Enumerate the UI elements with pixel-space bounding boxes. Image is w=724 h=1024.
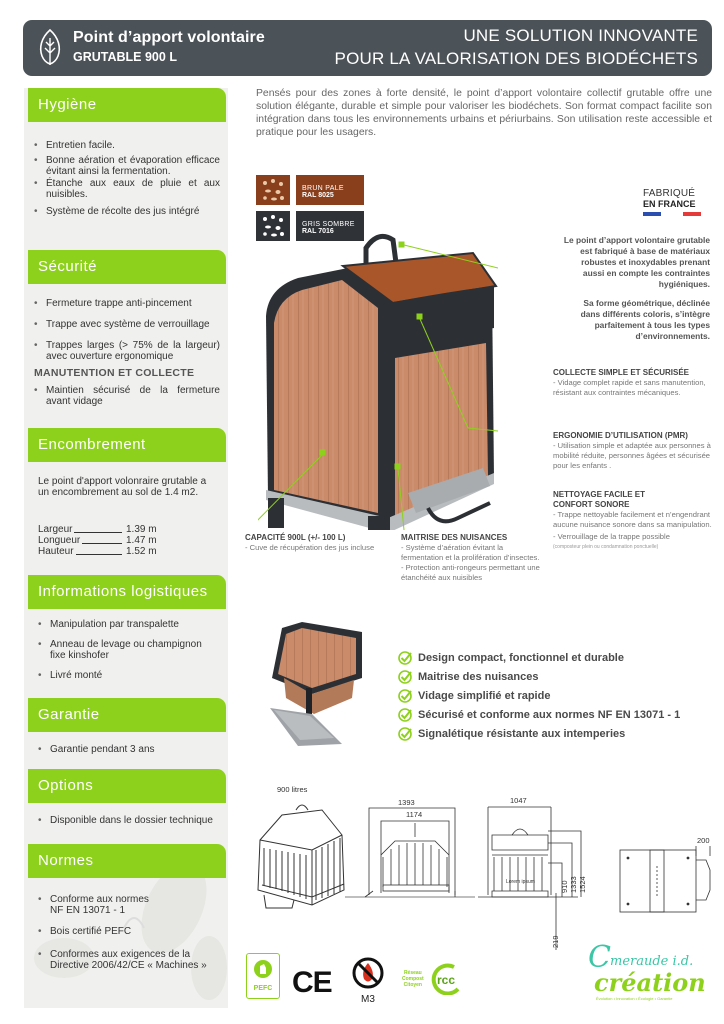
brand-name-line-2: création: [594, 968, 706, 997]
dim-front-outer: 1393: [398, 798, 415, 807]
section-title: Garantie: [28, 698, 226, 732]
dimensions-list: [38, 524, 220, 557]
tagline-line-1: UNE SOLUTION INNOVANTE: [463, 26, 698, 45]
dim-label: Largeur: [38, 524, 73, 535]
benefits-list: [398, 648, 680, 743]
no-fire-icon: [349, 957, 387, 989]
section-subtitle: MANUTENTION ET COLLECTE: [34, 367, 195, 379]
section-title: Informations logistiques: [28, 575, 226, 609]
dim-top-200: 200: [697, 836, 710, 845]
intro-paragraph: Pensés pour des zones à forte densité, le point d’apport volontaire collectif grutable offre une solution élégante, durable et simple pour valoriser les biodéchets. Son format compact facilite son intégration dans tous les environnements urbains et périurbains. Son utilisation reste accessible et pratique pour les usagers.: [256, 88, 712, 138]
pefc-tree-icon: [252, 958, 274, 980]
product-open-photo: [262, 618, 387, 748]
product-title: Point d’apport volontaire: [73, 29, 265, 46]
callout-collecte: [553, 368, 718, 398]
swatch-label: [296, 175, 364, 205]
list-item: • Manipulation par transpalette: [38, 619, 220, 630]
section-logistique: [24, 575, 228, 693]
list-item: • Bois certifié PEFC: [38, 926, 220, 937]
list-item: • Étanche aux eaux de pluie et aux nuisibles.: [34, 178, 220, 200]
benefit-item: [398, 705, 680, 724]
list-item: • Système de récolte des jus intégré: [34, 206, 220, 217]
section-title: Encombrement: [28, 428, 226, 462]
ce-mark: CE: [292, 966, 332, 999]
callout-text: - Système d’aération évitant la fermentation et la prolifération d’insectes.: [401, 543, 540, 562]
drawing-iso-label: 900 litres: [277, 785, 308, 794]
section-options: [24, 769, 228, 838]
callout-nettoyage: [553, 490, 718, 552]
callout-title: CAPACITÉ 900L (+/- 100 L): [245, 533, 346, 542]
dim-h-1333: 1333: [569, 876, 578, 893]
swatch-ral: RAL 7016: [302, 228, 334, 235]
swatch-ral: RAL 8025: [302, 192, 334, 199]
dim-label: Hauteur: [38, 546, 74, 557]
benefit-item: [398, 667, 680, 686]
check-circle-icon: [398, 727, 412, 741]
benefit-item: [398, 648, 680, 667]
rcc-logo: [428, 963, 464, 995]
benefit-text: Vidage simplifié et rapide: [418, 689, 551, 702]
callout-title: NETTOYAGE FACILE ET: [553, 490, 646, 499]
list-item: • Trappe avec système de verrouillage: [34, 319, 220, 330]
rcc-line: Compost: [402, 976, 424, 982]
lorem-label: Lorem ipsum: [506, 879, 535, 885]
benefit-text: Maitrise des nuisances: [418, 670, 539, 683]
biowaste-pattern-icon: [256, 175, 290, 205]
callout-nuisances: [401, 533, 541, 583]
list-item: • Conformes aux exigences de la Directive 2006/42/CE « Machines »: [38, 949, 220, 971]
callout-text: - Verrouillage de la trappe possible: [553, 532, 670, 541]
callout-text: - Vidage complet rapide et sans manutention, résistant aux contraintes mécaniques.: [553, 378, 706, 397]
benefit-text: Design compact, fonctionnel et durable: [418, 651, 624, 664]
callout-note: (composteur plein ou condamnation ponctuelle): [553, 544, 659, 550]
rcc-text: [402, 970, 424, 988]
check-circle-icon: [398, 651, 412, 665]
list-item: • Maintien sécurisé de la fermeture avant vidage: [34, 385, 220, 407]
dim-side-width: 1047: [510, 796, 527, 805]
brand-tagline: Évolution • Innovation • Écologie • Garantie: [596, 996, 673, 1001]
page-header: [23, 20, 712, 76]
callout-capacite: [245, 533, 405, 553]
dim-h-219: 219: [551, 935, 560, 948]
benefit-item: [398, 724, 680, 743]
benefit-item: [398, 686, 680, 705]
benefit-text: Sécurisé et conforme aux normes NF EN 13071 - 1: [418, 708, 681, 721]
list-item: • Garantie pendant 3 ans: [38, 744, 220, 755]
section-title: Normes: [28, 844, 226, 878]
pefc-label: PEFC: [253, 985, 273, 992]
list-item: • Conforme aux normes NF EN 13071 - 1: [38, 894, 158, 916]
swatch-name: GRIS SOMBRE: [302, 221, 355, 228]
top-drawing: [616, 846, 716, 916]
benefit-text: Signalétique résistante aux intemperies: [418, 727, 626, 740]
check-circle-icon: [398, 708, 412, 722]
dim-value: 1.39 m: [126, 524, 157, 535]
color-swatch-brown: [256, 175, 364, 205]
callout-ergonomie: [553, 431, 718, 471]
product-subtitle: GRUTABLE 900 L: [73, 50, 177, 64]
callout-title: CONFORT SONORE: [553, 500, 630, 509]
encombrement-text: Le point d'apport volonraire grutable a un encombrement au sol de 1.4 m2.: [38, 476, 207, 498]
list-item: • Fermeture trappe anti-pincement: [34, 298, 220, 309]
rcc-line: Citoyen: [403, 982, 422, 988]
list-item: • Anneau de levage ou champignon fixe kinshofer: [38, 639, 220, 661]
check-circle-icon: [398, 670, 412, 684]
section-encombrement: [24, 428, 228, 563]
emeraude-brand-logo: C meraude i.d. création Évolution • Innovation • Écologie • Garantie: [588, 948, 720, 1001]
fabrique-line-2: EN FRANCE: [643, 199, 696, 209]
section-garantie: [24, 698, 228, 767]
iso-drawing: [252, 800, 347, 910]
m3-label: M3: [361, 994, 375, 1005]
dim-h-1524: 1524: [578, 876, 587, 893]
dim-value: 1.47 m: [126, 535, 157, 546]
dim-label: Longueur: [38, 535, 81, 546]
callout-text: - Cuve de récupération des jus incluse: [245, 543, 375, 552]
sidebar: [24, 88, 228, 1008]
product-photo: [258, 228, 498, 530]
section-securite: [24, 250, 228, 419]
pefc-logo: [246, 953, 280, 999]
rcc-line: Réseau: [403, 970, 422, 976]
list-item: • Trappes larges (> 75% de la largeur) avec ouverture ergonomique: [34, 340, 220, 362]
tagline-line-2: POUR LA VALORISATION DES BIODÉCHETS: [334, 49, 698, 68]
swatch-name: BRUN PALE: [302, 185, 344, 192]
list-item: • Entretien facile.: [34, 140, 220, 151]
callout-title: MAITRISE DES NUISANCES: [401, 533, 508, 542]
section-title: Sécurité: [28, 250, 226, 284]
french-flag-icon: [643, 212, 701, 216]
dim-h-910: 910: [560, 880, 569, 893]
svg-text:rcc: rcc: [437, 973, 456, 987]
leaf-icon: [37, 28, 63, 66]
dim-value: 1.52 m: [126, 546, 157, 557]
dim-front-inner: 1174: [406, 810, 423, 819]
list-item: • Disponible dans le dossier technique: [38, 815, 220, 826]
section-title: Hygiène: [28, 88, 226, 122]
shape-text: Sa forme géométrique, déclinée dans différents coloris, s’intègre parfaitement à tous les types d’environnements.: [580, 298, 710, 341]
section-title: Options: [28, 769, 226, 803]
brand-name-line-1: meraude i.d.: [610, 954, 694, 969]
made-in-france-badge: [643, 188, 701, 216]
section-hygiene: [24, 88, 228, 229]
list-item: • Bonne aération et évaporation efficace évitant ainsi la fermentation.: [34, 155, 220, 177]
front-drawing: [345, 805, 485, 905]
callout-title: COLLECTE SIMPLE ET SÉCURISÉE: [553, 368, 690, 377]
materials-text: Le point d’apport volontaire grutable est fabriqué à base de matériaux robustes et inoxydables prenant aussi en compte les contraintes hygiéniques.: [563, 235, 710, 289]
m3-fire-logo: [349, 957, 387, 1005]
callout-text: - Protection anti-rongeurs permettant une étanchéité aux nuisibles: [401, 563, 540, 582]
list-item: • Livré monté: [38, 670, 220, 681]
check-circle-icon: [398, 689, 412, 703]
section-normes: [24, 844, 228, 983]
callout-text: - Utilisation simple et adaptée aux personnes à mobilité réduite, personnes âgées et sécurisée pour les enfants .: [553, 441, 711, 470]
fabrique-line-1: FABRIQUÉ: [643, 188, 696, 199]
callout-title: ERGONOMIE D’UTILISATION (PMR): [553, 431, 688, 440]
callout-text: - Trappe nettoyable facilement et n’engendrant aucune nuisance sonore dans sa manipulation.: [553, 510, 712, 529]
